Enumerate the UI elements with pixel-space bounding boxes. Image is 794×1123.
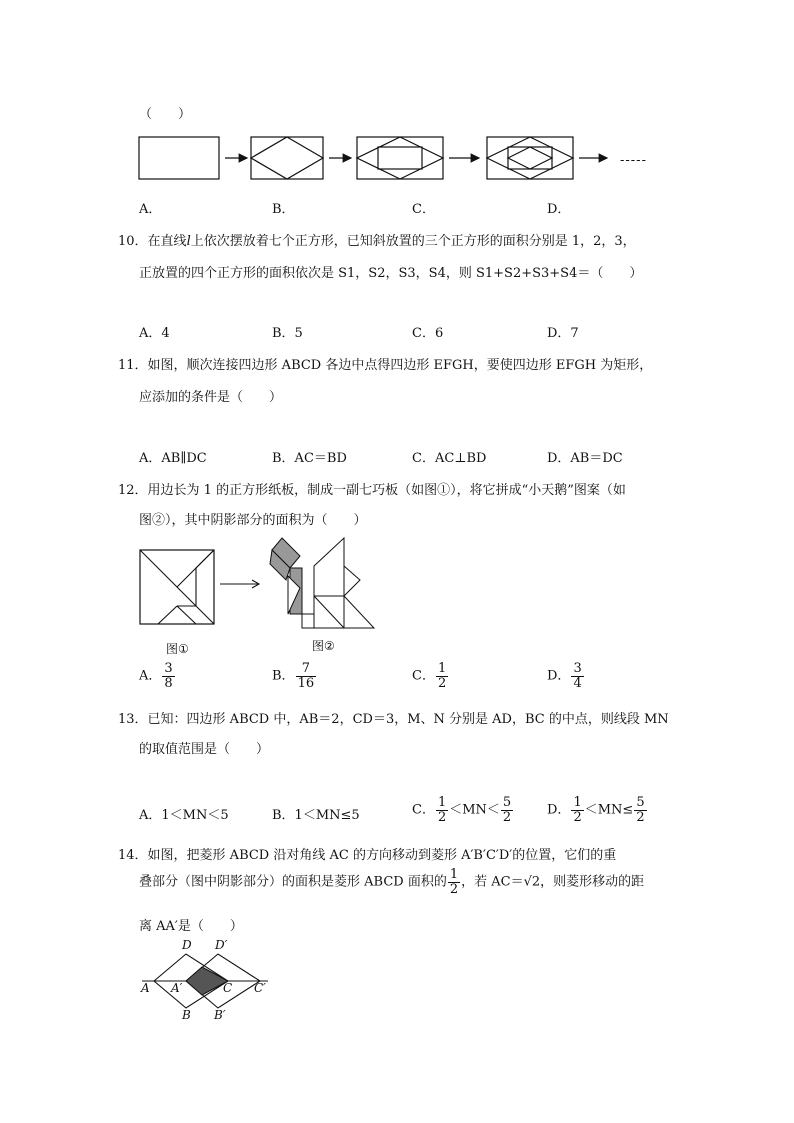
q9-option-d[interactable]: D． bbox=[547, 202, 571, 217]
q9-option-b[interactable]: B． bbox=[272, 202, 295, 217]
q12-option-c-fraction: $\frac{1}{2}$ bbox=[437, 661, 447, 691]
q14-label-d-prime: D′ bbox=[215, 938, 228, 952]
q12-option-b-fraction: $\frac{7}{16}$ bbox=[297, 661, 315, 691]
q10-line-1: 10．在直线l上依次摆放着七个正方形，已知斜放置的三个正方形的面积分别是 1，2，3， bbox=[118, 234, 636, 249]
q14-label-a: A bbox=[141, 981, 150, 995]
q14-line-1: 14．如图，把菱形 ABCD 沿对角线 AC 的方向移动到菱形 A′B′C′D′的位置，它们的重 bbox=[118, 848, 617, 863]
q12-option-d-fraction: $\frac{3}{4}$ bbox=[573, 661, 582, 691]
q14-half-fraction: $\frac{1}{2}$ bbox=[449, 867, 459, 897]
q14-label-d: D bbox=[182, 938, 192, 952]
q12-line-1: 12．用边长为 1 的正方形纸板，制成一副七巧板（如图①），将它拼成“小天鹅”图案（如 bbox=[118, 483, 626, 498]
q12-fig2-caption: 图② bbox=[312, 639, 335, 653]
q9-rect-4 bbox=[487, 137, 573, 179]
q9-option-a[interactable]: A． bbox=[139, 202, 162, 217]
q9-rect-1 bbox=[139, 137, 219, 179]
q12-option-d[interactable]: D． $\frac{3}{4}$ bbox=[547, 661, 582, 691]
q14-label-b: B bbox=[182, 1008, 191, 1022]
q11-option-b[interactable]: B．AC＝BD bbox=[272, 451, 347, 466]
q10-option-d[interactable]: D．7 bbox=[547, 326, 579, 341]
q10-option-c[interactable]: C．6 bbox=[412, 326, 444, 341]
q12-number: 12． bbox=[118, 483, 148, 498]
q14-label-b-prime: B′ bbox=[214, 1008, 226, 1022]
q12-figure-tangram bbox=[138, 536, 388, 636]
q10-line-2: 正放置的四个正方形的面积依次是 S1，S2，S3，S4，则 S1+S2+S3+S4＝（ ） bbox=[139, 266, 643, 281]
q9-paren: （ ） bbox=[139, 107, 192, 122]
q13-option-d[interactable]: D． $\frac{1}{2}$ ＜MN≤ $\frac{5}{2}$ bbox=[547, 795, 645, 825]
q10-option-a[interactable]: A．4 bbox=[139, 326, 170, 341]
q13-option-b[interactable]: B．1＜MN≤5 bbox=[272, 808, 360, 823]
q10-number: 10． bbox=[118, 234, 148, 249]
q12-option-a-fraction: $\frac{3}{8}$ bbox=[164, 661, 173, 691]
q10-line-var: l bbox=[186, 234, 191, 249]
q14-line-2: 叠部分（图中阴影部分）的面积是菱形 ABCD 面积的 $\frac{1}{2}$ ，若 AC＝√2，则菱形移动的距 bbox=[139, 867, 645, 897]
q13-line-2: 的取值范围是（ ） bbox=[139, 742, 270, 757]
q14-label-c: C bbox=[223, 981, 233, 995]
q11-line-2: 应添加的条件是（ ） bbox=[139, 390, 283, 405]
q9-dashes: ----- bbox=[620, 153, 647, 168]
q14-number: 14． bbox=[118, 848, 148, 863]
q11-option-d[interactable]: D．AB＝DC bbox=[547, 451, 623, 466]
q12-line-2: 图②），其中阴影部分的面积为（ ） bbox=[139, 513, 367, 528]
q12-option-b[interactable]: B． $\frac{7}{16}$ bbox=[272, 661, 315, 691]
q11-option-a[interactable]: A．AB∥DC bbox=[139, 451, 207, 466]
q11-line-1: 11．如图，顺次连接四边形 ABCD 各边中点得四边形 EFGH，要使四边形 EFGH 为矩形， bbox=[118, 358, 653, 373]
q14-label-c-prime: C′ bbox=[254, 981, 266, 995]
q12-fig1-caption: 图① bbox=[166, 642, 189, 656]
q11-option-c[interactable]: C．AC⊥BD bbox=[412, 451, 487, 466]
q12-option-a[interactable]: A． $\frac{3}{8}$ bbox=[139, 661, 173, 691]
q13-option-a[interactable]: A．1＜MN＜5 bbox=[139, 808, 229, 823]
q9-rect-2 bbox=[251, 137, 323, 179]
q14-line-3: 离 AA′是（ ） bbox=[139, 919, 243, 934]
q9-option-c[interactable]: C． bbox=[412, 202, 435, 217]
q10-option-b[interactable]: B．5 bbox=[272, 326, 303, 341]
q13-option-c[interactable]: C． $\frac{1}{2}$ ＜MN＜ $\frac{5}{2}$ bbox=[412, 795, 512, 825]
q9-figure-sequence bbox=[135, 133, 695, 193]
q14-label-a-prime: A′ bbox=[171, 981, 183, 995]
q11-number: 11． bbox=[118, 358, 148, 373]
q9-rect-3 bbox=[357, 137, 443, 179]
q13-number: 13． bbox=[118, 712, 148, 727]
q13-line-1: 13．已知：四边形 ABCD 中，AB＝2，CD＝3，M、N 分别是 AD，BC 的中点，则线段 MN bbox=[118, 712, 669, 727]
q12-option-c[interactable]: C． $\frac{1}{2}$ bbox=[412, 661, 447, 691]
